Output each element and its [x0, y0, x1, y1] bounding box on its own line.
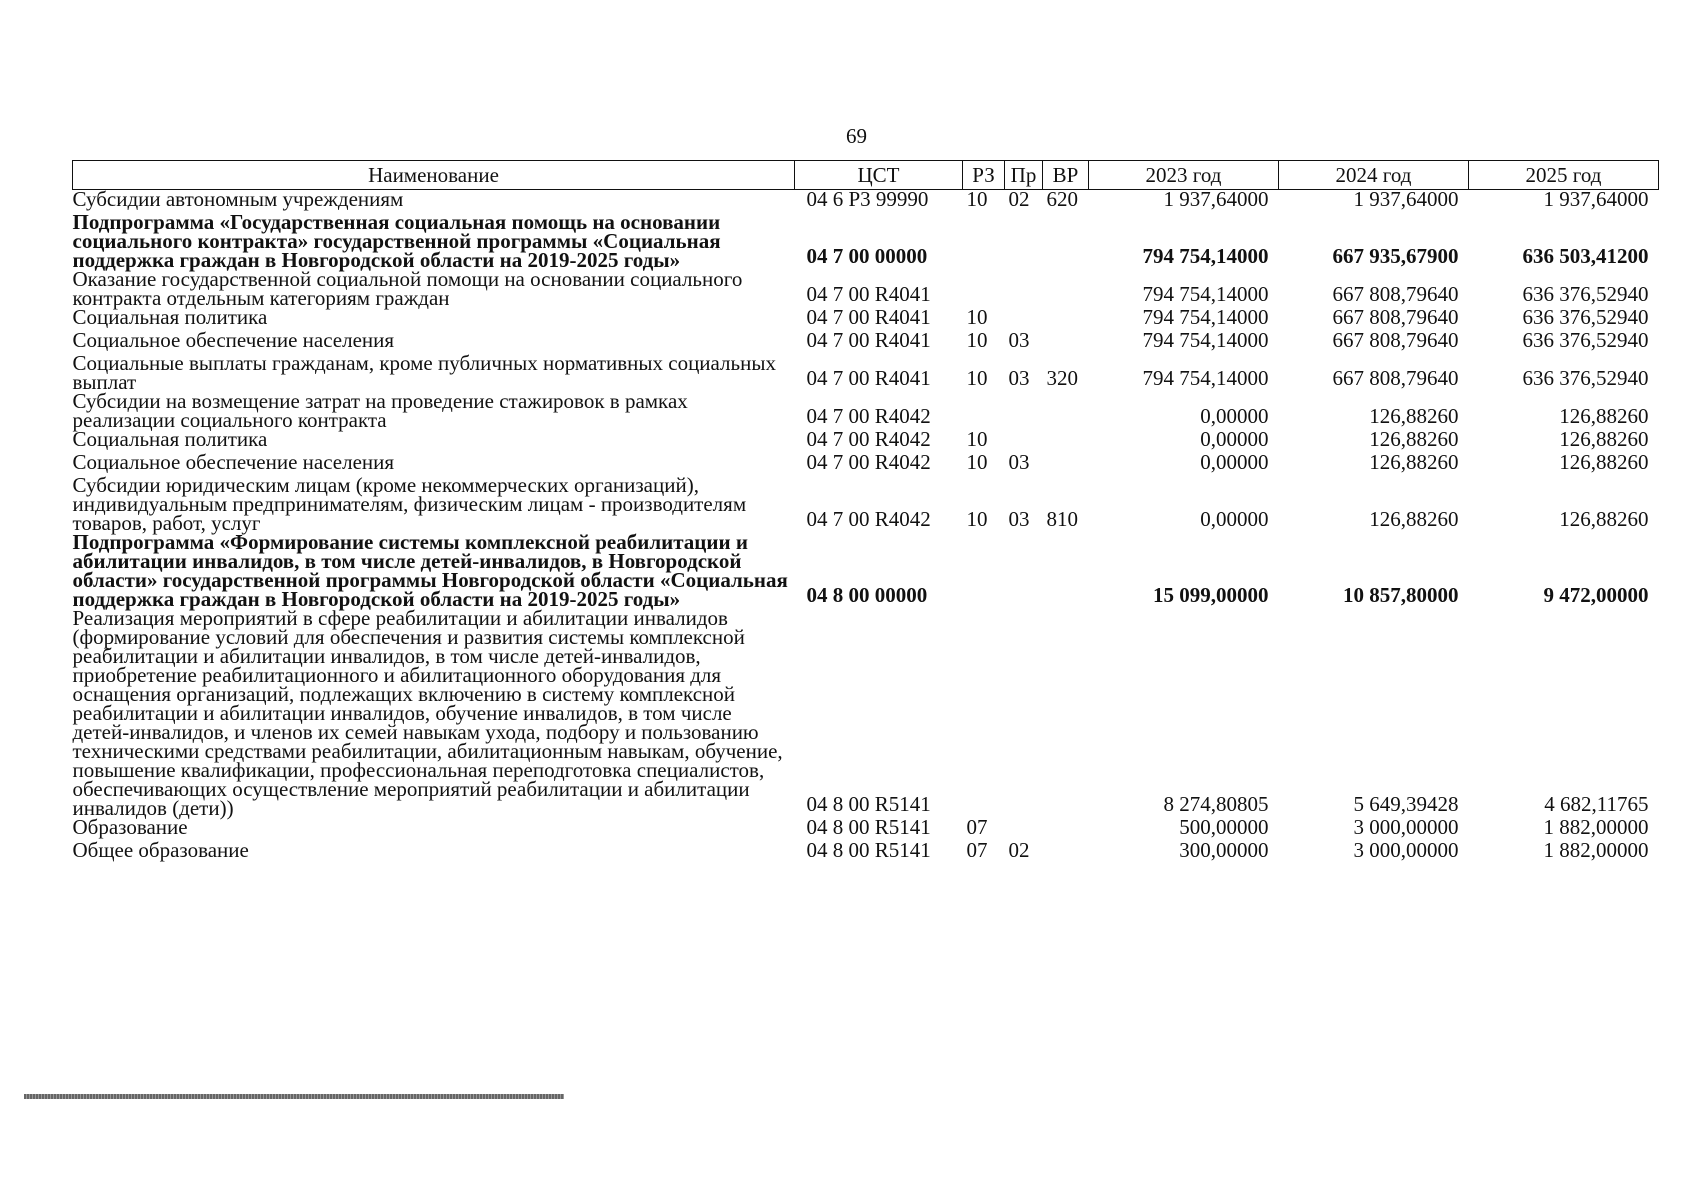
cell-rz: 10	[966, 366, 988, 390]
cell-2025: 636 376,52940	[1522, 328, 1649, 352]
cell-vr	[1043, 818, 1089, 841]
table-row	[73, 392, 1659, 430]
cell-cst: 04 8 00 R5141	[806, 838, 931, 862]
cell-vr	[1043, 213, 1089, 270]
cell-2023: 1 937,64000	[1163, 187, 1269, 211]
cell-2025: 636 503,41200	[1522, 244, 1649, 268]
cell-vr	[1043, 270, 1089, 308]
cell-cst: 04 7 00 00000	[806, 244, 928, 268]
cell-vr	[1043, 430, 1089, 453]
cell-2023: 794 754,14000	[1142, 282, 1269, 306]
table-row	[73, 213, 1659, 270]
table-row	[73, 354, 1659, 392]
cell-2024: 667 808,79640	[1332, 366, 1459, 390]
cell-cst: 04 7 00 R4042	[806, 427, 931, 451]
cell-2025: 1 882,00000	[1543, 815, 1649, 839]
cell-pr	[1005, 609, 1043, 818]
cell-rz: 10	[966, 328, 988, 352]
cell-cst: 04 7 00 R4041	[806, 282, 931, 306]
cell-cst: 04 7 00 R4042	[806, 507, 931, 531]
cell-cst: 04 8 00 R5141	[806, 815, 931, 839]
cell-rz: 07	[966, 815, 988, 839]
table-row	[73, 609, 1659, 818]
table-row	[73, 841, 1659, 864]
cell-name: Социальное обеспечение населения	[72, 450, 395, 474]
cell-vr	[1043, 331, 1089, 354]
cell-vr	[1043, 609, 1089, 818]
cell-name: Субсидии автономным учреждениям	[72, 187, 404, 211]
cell-2024: 126,88260	[1369, 507, 1459, 531]
cell-2025: 126,88260	[1559, 507, 1649, 531]
header-name: Наименование	[73, 161, 795, 190]
cell-rz: 10	[966, 507, 988, 531]
cell-pr	[1005, 270, 1043, 308]
cell-2023: 0,00000	[1200, 507, 1269, 531]
page-number: 69	[846, 124, 867, 148]
header-cst: ЦСТ	[795, 161, 963, 190]
cell-2025: 126,88260	[1559, 427, 1649, 451]
cell-cst: 04 7 00 R4041	[806, 305, 931, 329]
cell-rz	[963, 609, 1005, 818]
table-row	[73, 533, 1659, 609]
cell-vr: 620	[1046, 187, 1078, 211]
cell-pr	[1005, 533, 1043, 609]
cell-2023: 794 754,14000	[1142, 305, 1269, 329]
cell-2023: 0,00000	[1200, 404, 1269, 428]
cell-rz: 10	[966, 450, 988, 474]
header-rz: РЗ	[963, 161, 1005, 190]
cell-2023: 794 754,14000	[1142, 244, 1269, 268]
cell-2024: 667 808,79640	[1332, 282, 1459, 306]
cell-rz: 10	[966, 427, 988, 451]
cell-pr	[1005, 213, 1043, 270]
budget-table	[72, 160, 1659, 864]
cell-rz: 10	[966, 187, 988, 211]
cell-pr: 02	[1008, 187, 1030, 211]
cell-rz	[963, 213, 1005, 270]
cell-vr: 810	[1046, 507, 1078, 531]
cell-2024: 126,88260	[1369, 450, 1459, 474]
cell-2024: 5 649,39428	[1353, 792, 1459, 816]
cell-2023: 0,00000	[1200, 427, 1269, 451]
cell-cst: 04 6 Р3 99990	[806, 187, 929, 211]
cell-rz	[963, 270, 1005, 308]
cell-2023: 300,00000	[1179, 838, 1269, 862]
header-2024: 2024 год	[1279, 161, 1469, 190]
cell-2023: 794 754,14000	[1142, 328, 1269, 352]
cell-name: Реализация мероприятий в сфере реабилитации и абилитации инвалидов (формирование условий для обеспечения и развития системы комплексной реабилитации и абилитации инвалидов, в том числе детей-инвалидов, приобретение реабилитационного и абилитационного оборудования для оснащения организаций, подлежащих включению в систему комплексной реабилитации и абилитации инвалидов, обучение инвалидов, в том числе детей-инвалидов, и членов их семей навыкам ухода, подбору и пользованию техническими средствами реабилитации, абилитационным навыкам, обучение, повышение квалификации, профессиональная переподготовка специалистов, обеспечивающих осуществление мероприятий реабилитации и абилитации инвалидов (дети))	[72, 606, 783, 820]
cell-2025: 9 472,00000	[1543, 583, 1649, 607]
cell-name: Субсидии юридическим лицам (кроме некоммерческих организаций), индивидуальным предпринимателям, физическим лицам - производителям товаров, работ, услуг	[72, 473, 747, 535]
cell-name: Подпрограмма «Формирование системы комплексной реабилитации и абилитации инвалидов, в том числе детей-инвалидов, в Новгородской области» государственной программы Новгородской области «Социальная поддержка граждан в Новгородской области на 2019-2025 годы»	[72, 530, 788, 611]
cell-2024: 126,88260	[1369, 427, 1459, 451]
cell-2024: 667 808,79640	[1332, 305, 1459, 329]
cell-vr	[1043, 533, 1089, 609]
table-header-row	[73, 161, 1659, 190]
cell-rz: 10	[966, 305, 988, 329]
cell-vr	[1043, 392, 1089, 430]
cell-2025: 636 376,52940	[1522, 282, 1649, 306]
header-pr: Пр	[1005, 161, 1043, 190]
cell-rz	[963, 533, 1005, 609]
cell-2025: 636 376,52940	[1522, 366, 1649, 390]
cell-2023: 794 754,14000	[1142, 366, 1269, 390]
cell-2025: 4 682,11765	[1544, 792, 1649, 816]
cell-2024: 3 000,00000	[1353, 838, 1459, 862]
cell-name: Социальная политика	[72, 305, 268, 329]
table-row	[73, 476, 1659, 533]
cell-cst: 04 8 00 R5141	[806, 792, 931, 816]
cell-pr: 02	[1008, 838, 1030, 862]
header-vr: ВР	[1043, 161, 1089, 190]
header-2023: 2023 год	[1089, 161, 1279, 190]
cell-name: Субсидии на возмещение затрат на проведение стажировок в рамках реализации социального контракта	[72, 389, 688, 432]
cell-pr	[1005, 392, 1043, 430]
cell-name: Общее образование	[72, 838, 249, 862]
cell-vr	[1043, 841, 1089, 864]
cell-pr: 03	[1008, 328, 1030, 352]
cell-2023: 15 099,00000	[1153, 583, 1269, 607]
cell-pr: 03	[1008, 450, 1030, 474]
cell-name: Социальное обеспечение населения	[72, 328, 395, 352]
cell-2024: 3 000,00000	[1353, 815, 1459, 839]
cell-name: Оказание государственной социальной помощи на основании социального контракта отдельным категориям граждан	[72, 267, 743, 310]
cell-pr: 03	[1008, 366, 1030, 390]
cell-name: Образование	[72, 815, 188, 839]
cell-pr: 03	[1008, 507, 1030, 531]
cell-2025: 1 882,00000	[1543, 838, 1649, 862]
cell-rz	[963, 392, 1005, 430]
table-body	[72, 187, 1659, 865]
cell-2024: 126,88260	[1369, 404, 1459, 428]
cell-cst: 04 7 00 R4042	[806, 404, 931, 428]
cell-vr	[1043, 453, 1089, 476]
cell-2024: 10 857,80000	[1343, 583, 1459, 607]
cell-rz: 07	[966, 838, 988, 862]
table-row	[73, 270, 1659, 308]
cell-2024: 667 808,79640	[1332, 328, 1459, 352]
cell-2023: 0,00000	[1200, 450, 1269, 474]
cell-2025: 126,88260	[1559, 404, 1649, 428]
cell-name: Социальные выплаты гражданам, кроме публичных нормативных социальных выплат	[72, 351, 776, 394]
cell-2025: 1 937,64000	[1543, 187, 1649, 211]
cell-2025: 126,88260	[1559, 450, 1649, 474]
cell-name: Подпрограмма «Государственная социальная помощь на основании социального контракта» государственной программы «Социальная поддержка граждан в Новгородской области на 2019-2025 годы»	[72, 210, 721, 272]
cell-2024: 1 937,64000	[1353, 187, 1459, 211]
cell-vr: 320	[1046, 366, 1078, 390]
cell-cst: 04 7 00 R4042	[806, 450, 931, 474]
cell-cst: 04 8 00 00000	[806, 583, 928, 607]
cell-2023: 8 274,80805	[1163, 792, 1269, 816]
cell-2025: 636 376,52940	[1522, 305, 1649, 329]
cell-name: Социальная политика	[72, 427, 268, 451]
cell-cst: 04 7 00 R4041	[806, 328, 931, 352]
footer-scan-line	[24, 1094, 564, 1099]
cell-2023: 500,00000	[1179, 815, 1269, 839]
cell-cst: 04 7 00 R4041	[806, 366, 931, 390]
cell-2024: 667 935,67900	[1332, 244, 1459, 268]
cell-vr	[1043, 308, 1089, 331]
header-2025: 2025 год	[1469, 161, 1659, 190]
